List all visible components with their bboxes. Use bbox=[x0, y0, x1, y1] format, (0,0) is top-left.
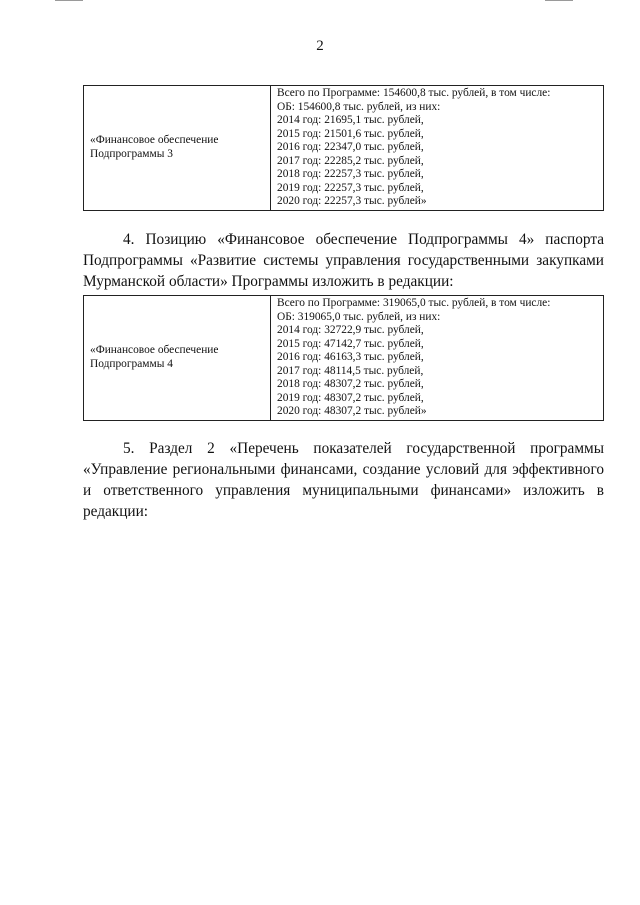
paragraph-4 bbox=[83, 229, 604, 292]
scan-edge-mark-left bbox=[55, 0, 83, 1]
value-line-ob: ОБ: 319065,0 тыс. рублей, из них: bbox=[277, 310, 441, 323]
value-line-2020: 2020 год: 22257,3 тыс. рублей» bbox=[277, 195, 427, 207]
table-values-cell bbox=[271, 296, 604, 421]
value-line-2019: 2019 год: 48307,2 тыс. рублей, bbox=[277, 391, 424, 404]
value-line-total: Всего по Программе: 154600,8 тыс. рублей, в том числе: bbox=[277, 87, 551, 99]
table-row bbox=[84, 86, 604, 211]
table-label-cell bbox=[84, 86, 271, 211]
value-line-2014: 2014 год: 32722,9 тыс. рублей, bbox=[277, 324, 424, 336]
value-line-2019: 2019 год: 22257,3 тыс. рублей, bbox=[277, 181, 424, 194]
financing-table-subprogram-3 bbox=[83, 85, 604, 211]
value-line-total: Всего по Программе: 319065,0 тыс. рублей, в том числе: bbox=[277, 297, 551, 309]
label-line: Подпрограммы 4 bbox=[90, 357, 173, 370]
value-line-2014: 2014 год: 21695,1 тыс. рублей, bbox=[277, 114, 424, 126]
value-line-2018: 2018 год: 22257,3 тыс. рублей, bbox=[277, 168, 424, 180]
label-line: Подпрограммы 3 bbox=[90, 147, 173, 160]
value-line-2015: 2015 год: 21501,6 тыс. рублей, bbox=[277, 127, 424, 140]
label-line: «Финансовое обеспечение bbox=[90, 344, 219, 357]
value-line-2016: 2016 год: 46163,3 тыс. рублей, bbox=[277, 351, 424, 363]
page-number: 2 bbox=[316, 38, 324, 54]
table-label-cell bbox=[84, 296, 271, 421]
table-values-cell bbox=[271, 86, 604, 211]
value-line-2018: 2018 год: 48307,2 тыс. рублей, bbox=[277, 378, 424, 390]
table-row bbox=[84, 296, 604, 421]
paragraph-5-text: 5. Раздел 2 «Перечень показателей государственной программы «Управление региональными финансами, создание условий для эффективного и ответственного управления муниципальными финансами» изложить в редакции: bbox=[83, 440, 604, 520]
label-line: «Финансовое обеспечение bbox=[90, 134, 219, 147]
value-line-2015: 2015 год: 47142,7 тыс. рублей, bbox=[277, 337, 424, 350]
value-line-2016: 2016 год: 22347,0 тыс. рублей, bbox=[277, 141, 424, 153]
value-line-ob: ОБ: 154600,8 тыс. рублей, из них: bbox=[277, 100, 441, 113]
financing-table-subprogram-4 bbox=[83, 295, 604, 421]
scan-edge-mark-right bbox=[545, 0, 573, 1]
paragraph-5 bbox=[83, 438, 604, 522]
value-line-2017: 2017 год: 48114,5 тыс. рублей, bbox=[277, 364, 424, 377]
value-line-2017: 2017 год: 22285,2 тыс. рублей, bbox=[277, 154, 424, 167]
value-line-2020: 2020 год: 48307,2 тыс. рублей» bbox=[277, 405, 427, 417]
paragraph-4-text: 4. Позицию «Финансовое обеспечение Подпрограммы 4» паспорта Подпрограммы «Развитие системы управления государственными закупками Мурманской области» Программы изложить в редакции: bbox=[83, 231, 604, 290]
